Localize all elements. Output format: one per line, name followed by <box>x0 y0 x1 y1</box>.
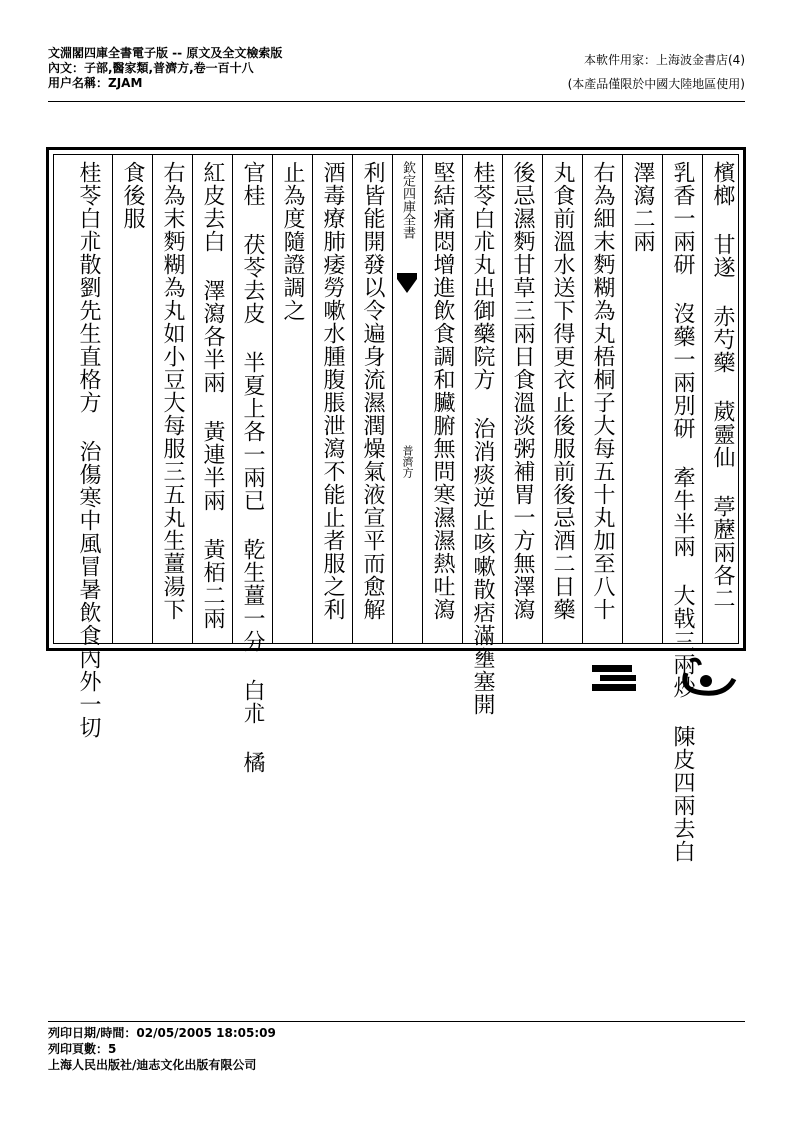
text-column-16: 桂苓白朮散劉先生直格方 治傷寒中風冒暑飲食內外一切 <box>76 161 101 739</box>
header-region-note: (本產品僅限於中國大陸地區使用) <box>567 77 745 91</box>
column-divider <box>352 155 353 643</box>
text-column-12: 官桂 茯苓去皮 半夏上各一兩已 乾生薑一分 白朮 橘 <box>240 161 265 774</box>
footer-info <box>48 1025 276 1073</box>
header-rule <box>48 101 745 102</box>
text-column-4: 右為細末麪糊為丸梧桐子大每五十丸加至八十 <box>590 161 615 621</box>
publisher-logo-icon <box>590 655 740 701</box>
header-licensee: 本軟件用家：上海波金書店(4) <box>584 53 745 67</box>
text-column-9: 利皆能開發以令遍身流濕潤燥氣液宣平而愈解 <box>360 161 385 621</box>
text-column-5: 丸食前溫水送下得更衣止後服前後忌酒二日藥 <box>550 161 575 621</box>
text-column-1: 檳榔 甘遂 赤芍藥 葳靈仙 葶藶兩各二 <box>710 161 735 610</box>
text-column-15: 食後服 <box>120 161 145 230</box>
text-column-8: 堅結痛悶增進飲食調和臟腑無問寒濕濕熱吐瀉 <box>430 161 455 621</box>
text-column-11: 止為度隨證調之 <box>280 161 305 322</box>
text-column-13: 紅皮去白 澤瀉各半兩 黃連半兩 黃栢二兩 <box>200 161 225 630</box>
column-divider <box>462 155 463 643</box>
column-divider <box>312 155 313 643</box>
fold-work-title: 普濟方 <box>401 445 414 478</box>
page-frame <box>46 147 746 863</box>
footer-rule <box>48 1021 745 1022</box>
column-divider <box>152 155 153 643</box>
column-divider <box>192 155 193 643</box>
text-column-10: 酒毒療肺痿勞嗽水腫腹脹泄瀉不能止者服之利 <box>320 161 345 621</box>
text-area <box>53 154 739 863</box>
publisher-name: 上海人民出版社/迪志文化出版有限公司 <box>48 1058 257 1072</box>
column-divider <box>582 155 583 643</box>
fold-book-title: 欽定四庫全書 <box>400 161 415 239</box>
center-fold <box>392 155 422 643</box>
header-title: 文淵閣四庫全書電子版 -- 原文及全文檢索版 <box>48 46 283 60</box>
column-divider <box>392 155 393 643</box>
fold-fishtail-icon <box>397 279 417 293</box>
column-divider <box>422 155 423 643</box>
print-datetime: 列印日期/時間：02/05/2005 18:05:09 <box>48 1026 276 1040</box>
header-content-path: 內文：子部,醫家類,普濟方,卷一百十八 <box>48 61 254 75</box>
header-info <box>48 46 282 91</box>
header-license <box>568 48 745 96</box>
print-page-count: 列印頁數：5 <box>48 1042 117 1056</box>
text-column-3: 澤瀉二兩 <box>630 161 655 253</box>
column-divider <box>502 155 503 643</box>
column-divider <box>622 155 623 643</box>
column-divider <box>542 155 543 643</box>
column-divider <box>232 155 233 643</box>
text-column-2: 乳香一兩研 沒藥一兩別研 牽牛半兩 大戟三兩炒 陳皮四兩去白 <box>670 161 695 863</box>
column-divider <box>662 155 663 643</box>
column-divider <box>272 155 273 643</box>
text-column-6: 後忌濕麪甘草三兩日食溫淡粥補胃一方無澤瀉 <box>510 161 535 621</box>
column-divider <box>112 155 113 643</box>
header-username: 用户名稱：ZJAM <box>48 76 143 90</box>
text-column-7: 桂苓白朮丸出御藥院方 治消痰逆止咳嗽散痞滿壅塞開 <box>470 161 495 716</box>
text-column-14: 右為末麪糊為丸如小豆大每服三五丸生薑湯下 <box>160 161 185 621</box>
column-divider <box>702 155 703 643</box>
